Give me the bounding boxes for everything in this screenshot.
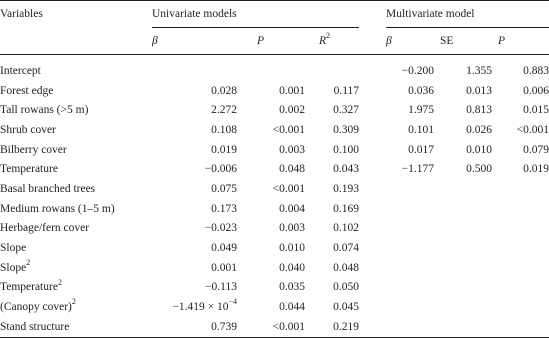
variable-label: Herbage/fern cover <box>0 222 90 235</box>
multi-p-cell <box>492 278 549 298</box>
table-row <box>0 159 549 179</box>
multi-p-cell: <0.001 <box>516 123 549 136</box>
multi-beta-cell <box>386 238 434 258</box>
multi-se-cell <box>434 179 492 199</box>
multi-p-cell <box>492 258 549 278</box>
uni-p-cell: 0.001 <box>279 84 305 97</box>
uni-p-cell: 0.002 <box>279 104 305 117</box>
uni-r2-cell: 0.169 <box>333 202 360 215</box>
uni-r2-cell: 0.100 <box>333 143 360 156</box>
table-row <box>0 179 549 199</box>
multi-p-cell: 0.006 <box>523 84 549 97</box>
multi-beta-cell: −0.200 <box>401 64 435 77</box>
header-gap <box>359 1 386 28</box>
multi-beta-cell <box>386 278 434 298</box>
uni-r2-cell: 0.193 <box>333 182 360 195</box>
multi-p-cell <box>492 199 549 219</box>
table-row <box>0 219 549 239</box>
variable-label: Slope <box>0 242 27 255</box>
multi-beta-cell: 1.975 <box>408 104 435 117</box>
uni-p-cell: 0.035 <box>279 281 305 294</box>
univariate-header: Univariate models <box>152 1 359 28</box>
multi-se-cell <box>434 297 492 317</box>
table-row <box>0 120 549 140</box>
table-row <box>0 297 549 317</box>
uni-r2-cell: 0.117 <box>333 84 360 97</box>
uni-p-cell <box>237 55 305 81</box>
uni-beta-cell: 2.272 <box>211 104 237 117</box>
uni-beta-cell: −0.113 <box>205 281 237 294</box>
multi-beta-cell: 0.017 <box>408 143 435 156</box>
variable-label: Forest edge <box>0 84 54 97</box>
table-row <box>0 140 549 160</box>
multi-se-cell: 0.500 <box>466 163 493 176</box>
multi-beta-cell <box>386 199 434 219</box>
multi-se-cell: 1.355 <box>466 64 493 77</box>
multi-p-cell: 0.015 <box>523 104 549 117</box>
multi-beta-cell: 0.036 <box>408 84 435 97</box>
multi-se-cell: 0.813 <box>466 104 493 117</box>
table-row <box>0 278 549 298</box>
multi-se-cell: 0.026 <box>466 123 493 136</box>
multi-beta-cell: 0.101 <box>408 123 435 136</box>
multi-p-cell <box>492 317 549 337</box>
uni-r2-cell: 0.309 <box>333 123 360 136</box>
uni-r2-cell: 0.074 <box>333 242 360 255</box>
uni-beta-cell: $-1.419 \times 10^{-4}$ <box>172 297 237 314</box>
uni-beta-cell: −0.023 <box>204 222 237 235</box>
uni-p-cell: <0.001 <box>272 123 305 136</box>
uni-p-header: P <box>237 28 305 55</box>
uni-beta-cell: 0.173 <box>211 202 237 215</box>
multi-se-cell <box>434 199 492 219</box>
table-body <box>0 55 549 338</box>
uni-r2-cell: 0.048 <box>333 261 360 274</box>
multi-p-cell <box>492 297 549 317</box>
table-row <box>0 199 549 219</box>
header-row-columns <box>0 28 549 55</box>
multi-p-cell <box>492 238 549 258</box>
multi-p-header: P <box>492 28 549 55</box>
uni-beta-cell: 0.049 <box>211 242 237 255</box>
uni-r2-cell: 0.050 <box>333 281 360 294</box>
multi-se-cell: 0.013 <box>466 84 493 97</box>
uni-p-cell: 0.003 <box>279 222 305 235</box>
multi-beta-cell <box>386 317 434 337</box>
uni-beta-cell: 0.075 <box>211 182 237 195</box>
multi-beta-header: β <box>386 28 434 55</box>
uni-p-cell: 0.044 <box>279 301 305 314</box>
header-row-groups <box>0 1 549 28</box>
uni-p-cell: 0.040 <box>279 261 305 274</box>
multi-se-cell <box>434 238 492 258</box>
uni-beta-cell: 0.739 <box>152 317 237 337</box>
variable-label: Bilberry cover <box>0 143 67 156</box>
uni-beta-cell: −0.006 <box>204 163 237 176</box>
uni-beta-cell: 0.108 <box>211 123 237 136</box>
multi-p-cell: 0.019 <box>523 163 549 176</box>
multi-se-header: SE <box>434 28 492 55</box>
multi-se-cell <box>434 317 492 337</box>
table-row <box>0 100 549 120</box>
uni-beta-cell: 0.028 <box>211 84 237 97</box>
variable-label: Intercept <box>0 64 41 77</box>
table-row <box>0 81 549 101</box>
uni-p-cell: 0.003 <box>279 143 305 156</box>
uni-beta-header: β <box>152 28 237 55</box>
variable-label: Medium rowans (1–5 m) <box>0 202 115 215</box>
variable-label: Temperature$^2$ <box>0 277 62 294</box>
uni-p-cell: 0.048 <box>279 163 305 176</box>
multi-se-cell: 0.010 <box>466 143 493 156</box>
uni-r2-header: $R^2$ <box>305 28 359 55</box>
uni-beta-cell: 0.019 <box>211 143 237 156</box>
uni-beta-cell: 0.001 <box>211 261 237 274</box>
multi-p-cell: 0.079 <box>523 143 549 156</box>
multi-p-cell <box>492 179 549 199</box>
uni-r2-cell: 0.102 <box>333 222 360 235</box>
multi-se-cell <box>434 278 492 298</box>
variable-label: Tall rowans (>5 m) <box>0 104 89 117</box>
variable-label: Stand structure <box>0 317 152 337</box>
variable-label: Temperature <box>0 163 58 176</box>
uni-r2-cell: 0.045 <box>333 301 360 314</box>
uni-r2-cell <box>305 55 359 81</box>
multi-se-cell <box>434 258 492 278</box>
uni-r2-cell: 0.043 <box>333 163 360 176</box>
multi-beta-cell <box>386 179 434 199</box>
uni-p-cell: 0.004 <box>279 202 305 215</box>
multi-beta-cell: −1.177 <box>401 163 435 176</box>
table-row <box>0 258 549 278</box>
uni-r2-cell: 0.327 <box>333 104 360 117</box>
multi-se-cell <box>434 219 492 239</box>
multi-beta-cell <box>386 219 434 239</box>
variables-header: Variables <box>0 1 152 28</box>
variable-label: (Canopy cover)$^2$ <box>0 297 76 314</box>
uni-r2-cell: 0.219 <box>305 317 359 337</box>
uni-p-cell: 0.010 <box>279 242 305 255</box>
multi-p-cell: 0.883 <box>523 64 549 77</box>
variable-label: Slope$^2$ <box>0 257 31 274</box>
variable-label: Basal branched trees <box>0 182 96 195</box>
table-row <box>0 317 549 337</box>
uni-beta-cell <box>152 55 237 81</box>
multi-beta-cell <box>386 258 434 278</box>
uni-p-cell: <0.001 <box>237 317 305 337</box>
multivariate-header: Multivariate model <box>386 1 549 28</box>
multi-beta-cell <box>386 297 434 317</box>
variable-label: Shrub cover <box>0 123 56 136</box>
multi-p-cell <box>492 219 549 239</box>
uni-p-cell: <0.001 <box>272 182 305 195</box>
table-row <box>0 55 549 81</box>
table-row <box>0 238 549 258</box>
